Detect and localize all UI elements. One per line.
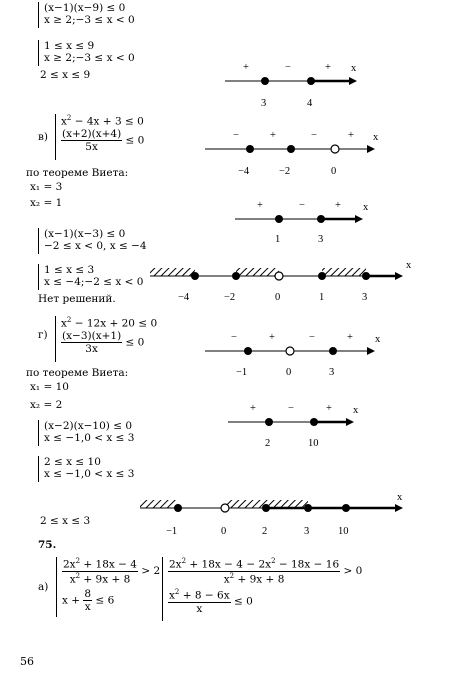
svg-text:−1: −1 xyxy=(236,367,248,378)
number-line-6 xyxy=(228,400,363,448)
svg-text:−: − xyxy=(231,332,237,343)
part-v-fraction: $\frac{(x+2)(x+4)}{5x}$ xyxy=(62,127,122,153)
system-v1: (x−1)(x−3) ≤ 0 −2 ≤ x < 0, x ≤ −4 xyxy=(38,228,147,254)
problem-75-a-label: а) xyxy=(38,581,49,593)
svg-text:x: x xyxy=(397,492,403,503)
svg-text:+: + xyxy=(257,200,263,211)
system-v2: 1 ≤ x ≤ 3 x ≤ −4;−2 ≤ x < 0 xyxy=(38,264,143,290)
svg-text:1: 1 xyxy=(275,234,281,245)
point-4 xyxy=(307,77,315,85)
system-a-line2: x ≥ 2;−3 ≤ x < 0 xyxy=(44,52,135,65)
number-line-2 xyxy=(205,128,380,178)
number-line-1 xyxy=(225,62,360,112)
svg-text:−4: −4 xyxy=(178,292,190,303)
number-line-7 xyxy=(140,492,410,542)
vieta-2-title: по теореме Виета: xyxy=(26,367,129,379)
page-number: 56 xyxy=(20,655,34,668)
vieta-1-x1: x₁ = 3 xyxy=(30,181,63,193)
svg-text:−: − xyxy=(311,130,317,141)
sign: + xyxy=(325,62,331,73)
svg-text:0: 0 xyxy=(286,367,292,378)
no-solutions: Нет решений. xyxy=(38,293,116,305)
svg-text:1: 1 xyxy=(319,292,325,303)
svg-text:2: 2 xyxy=(262,526,268,537)
svg-text:10: 10 xyxy=(338,526,349,537)
number-line-4 xyxy=(150,258,410,306)
part-v-system: $x^2 - 4x + 3 \le 0$ $\frac{(x+2)(x+4)}{5x}$ ≤ 0 xyxy=(55,114,144,160)
svg-text:x: x xyxy=(375,334,381,345)
svg-text:+: + xyxy=(270,130,276,141)
system-g1: (x−2)(x−10) ≤ 0 x ≤ −1,0 < x ≤ 3 xyxy=(38,420,134,446)
svg-text:−: − xyxy=(309,332,315,343)
svg-text:3: 3 xyxy=(329,367,335,378)
point-3 xyxy=(261,77,269,85)
problem-75-result-fraction-1: $\frac{2x^2 + 18x - 4 - 2x^2 - 18x - 16}{x^2 + 9x + 8}$ xyxy=(169,557,340,586)
problem-75-system: $\frac{2x^2 + 18x - 4}{x^2 + 9x + 8}$ > 2 x + $\frac{8}{x}$ ≤ 6 xyxy=(56,557,160,617)
svg-text:+: + xyxy=(250,403,256,414)
system-g2: 2 ≤ x ≤ 10 x ≤ −1,0 < x ≤ 3 xyxy=(38,456,134,482)
svg-text:3: 3 xyxy=(362,292,368,303)
problem-75-fraction-1: $\frac{2x^2 + 18x - 4}{x^2 + 9x + 8}$ xyxy=(63,557,137,586)
part-g-fraction: $\frac{(x-3)(x+1)}{3x}$ xyxy=(62,329,122,355)
vieta-2-x1: x₁ = 10 xyxy=(30,381,69,393)
tick-label: 3 xyxy=(261,98,267,109)
sign: + xyxy=(243,62,249,73)
svg-text:+: + xyxy=(269,332,275,343)
number-line-5 xyxy=(205,330,385,378)
problem-75-number: 75. xyxy=(38,539,57,551)
problem-75-result-system: $\frac{2x^2 + 18x - 4 - 2x^2 - 18x - 16}{x^2 + 9x + 8}$ > 0 $\frac{x^2 + 8 - 6x}{x}$ ≤ 0 xyxy=(162,557,362,621)
top-system xyxy=(38,2,135,28)
answer-a: 2 ≤ x ≤ 9 xyxy=(40,69,91,81)
svg-text:3: 3 xyxy=(304,526,310,537)
part-v-label: в) xyxy=(38,131,49,143)
svg-text:+: + xyxy=(348,130,354,141)
svg-text:0: 0 xyxy=(221,526,227,537)
answer-g: 2 ≤ x ≤ 3 xyxy=(40,515,91,527)
svg-text:0: 0 xyxy=(331,166,337,177)
part-g-system: $x^2 - 12x + 20 \le 0$ $\frac{(x-3)(x+1)}{3x}$ ≤ 0 xyxy=(55,316,157,362)
svg-text:+: + xyxy=(326,403,332,414)
svg-text:−: − xyxy=(299,200,305,211)
svg-text:−1: −1 xyxy=(166,526,178,537)
svg-text:0: 0 xyxy=(275,292,281,303)
svg-text:x: x xyxy=(363,202,369,213)
svg-text:−: − xyxy=(233,130,239,141)
axis-label: x xyxy=(351,63,357,74)
svg-text:10: 10 xyxy=(308,438,319,449)
svg-text:−4: −4 xyxy=(238,166,250,177)
system-a xyxy=(38,40,135,66)
part-v-line1: $x^2 - 4x + 3 \le 0$ xyxy=(61,114,144,128)
svg-text:3: 3 xyxy=(318,234,324,245)
svg-text:x: x xyxy=(406,260,412,271)
svg-text:2: 2 xyxy=(265,438,271,449)
vieta-1-title: по теореме Виета: xyxy=(26,167,129,179)
top-system-line1: (x−1)(x−9) ≤ 0 xyxy=(44,2,126,14)
problem-75-result-fraction-2: $\frac{x^2 + 8 - 6x}{x}$ xyxy=(169,588,230,615)
svg-text:−: − xyxy=(288,403,294,414)
vieta-2-x2: x₂ = 2 xyxy=(30,399,63,411)
part-g-label: г) xyxy=(38,329,48,341)
svg-text:−2: −2 xyxy=(224,292,236,303)
svg-text:+: + xyxy=(335,200,341,211)
svg-text:x: x xyxy=(353,405,359,416)
svg-text:+: + xyxy=(347,332,353,343)
top-system-line2: x ≥ 2;−3 ≤ x < 0 xyxy=(44,14,135,27)
number-line-3 xyxy=(235,198,370,246)
tick-label: 4 xyxy=(307,98,313,109)
svg-text:−2: −2 xyxy=(279,166,291,177)
system-a-line1: 1 ≤ x ≤ 9 xyxy=(44,40,95,52)
vieta-1-x2: x₂ = 1 xyxy=(30,197,63,209)
svg-text:x: x xyxy=(373,132,379,143)
sign: − xyxy=(285,62,291,73)
